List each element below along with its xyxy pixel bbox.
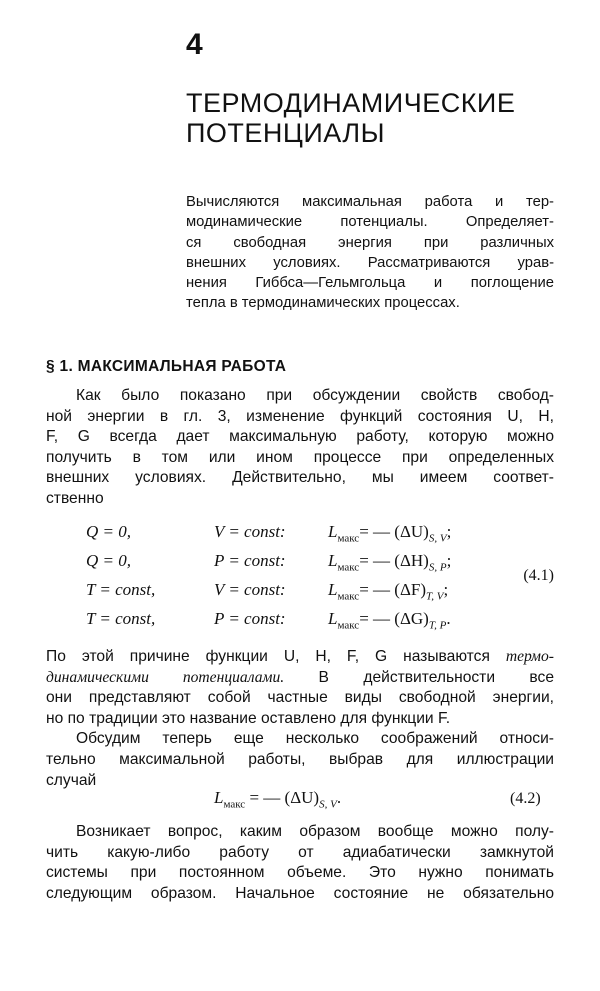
- eq-lhs-sub: макс: [223, 798, 246, 811]
- paragraph-1: [46, 386, 554, 510]
- eq-condition-1: Q = 0,: [86, 522, 131, 541]
- eq-condition-1: T = const,: [86, 609, 156, 628]
- line-emphasis: динамическими потенциалами.: [46, 668, 285, 686]
- line-text: но по традиции это название оставлено для функции F.: [46, 709, 451, 727]
- chapter-number: 4: [186, 28, 203, 61]
- eq-lhs: L: [328, 522, 338, 541]
- equation-4-2: [214, 788, 341, 810]
- eq-end: .: [446, 609, 451, 628]
- eq-rhs: = — (ΔU): [249, 788, 320, 807]
- paragraph-line: [46, 647, 554, 668]
- line-text: случай: [46, 771, 97, 789]
- eq-condition-1: Q = 0,: [86, 551, 131, 570]
- eq-lhs-sub: макс: [337, 590, 360, 603]
- eq-rhs: = — (ΔU): [359, 522, 429, 541]
- paragraph-line: ной энергии в гл. 3, изменение функций состояния U, H,: [46, 407, 554, 425]
- eq-condition-2: P = const:: [214, 609, 286, 628]
- eq-condition-2: V = const:: [214, 522, 286, 541]
- eq-condition-2: P = const:: [214, 551, 286, 570]
- line-text: они представляют собой частные виды свободной энергии,: [46, 689, 554, 707]
- eq-condition-2: V = const:: [214, 580, 286, 599]
- paragraph-line: внешних условиях. Действительно, мы имеем соответ-: [46, 469, 554, 487]
- paragraph-line: [46, 709, 554, 730]
- paragraph-line: [46, 668, 554, 689]
- eq-expression: [328, 551, 451, 573]
- eq-rhs-sub: S, P: [428, 561, 447, 574]
- eq-condition-1: T = const,: [86, 580, 156, 599]
- eq-lhs-sub: макс: [337, 561, 360, 574]
- eq-end: ;: [446, 551, 452, 570]
- eq-rhs: = — (ΔF): [359, 580, 426, 599]
- eq-lhs: L: [328, 580, 338, 599]
- line-emphasis: термо-: [505, 648, 554, 665]
- eq-lhs-sub: макс: [337, 532, 360, 545]
- paragraph-2: [46, 647, 554, 791]
- eq-expression: [328, 580, 448, 602]
- eq-rhs: = — (ΔH): [359, 551, 429, 570]
- chapter-abstract: [186, 192, 554, 314]
- paragraph-line: Как было показано при обсуждении свойств свобод-: [76, 387, 554, 404]
- chapter-title: [186, 88, 515, 148]
- paragraph-3: [46, 822, 554, 904]
- chapter-title-line: ТЕРМОДИНАМИЧЕСКИЕ: [186, 88, 516, 118]
- line-text: По этой причине функции U, H, F, G называются: [46, 648, 506, 665]
- eq-expression: [328, 522, 451, 544]
- equation-row: [86, 580, 554, 609]
- eq-end: ;: [446, 522, 452, 541]
- eq-lhs: L: [328, 609, 338, 628]
- eq-rhs-sub: S, V: [319, 798, 337, 811]
- eq-expression: [328, 609, 451, 631]
- abstract-line: Вычисляются максимальная работа и тер-: [186, 194, 554, 210]
- equation-row: [86, 609, 554, 638]
- line-text: В действительности все: [284, 668, 554, 686]
- paragraph-line: Возникает вопрос, каким образом вообще можно полу-: [76, 823, 554, 840]
- eq-rhs: = — (ΔG): [359, 609, 429, 628]
- abstract-line: тепла в термодинамических процессах.: [186, 295, 460, 312]
- equation-block-4-1: [86, 522, 554, 638]
- paragraph-line: F, G всегда дает максимальную работу, которую можно: [46, 428, 554, 446]
- paragraph-line: [46, 729, 554, 750]
- abstract-line: модинамические потенциалы. Определяет-: [186, 214, 554, 231]
- eq-lhs-sub: макс: [337, 619, 360, 632]
- equation-number-4-2: (4.2): [510, 790, 541, 807]
- abstract-line: внешних условиях. Рассматриваются урав-: [186, 254, 554, 271]
- equation-row: [86, 551, 554, 580]
- section-heading: § 1. МАКСИМАЛЬНАЯ РАБОТА: [46, 358, 287, 375]
- line-text: тельно максимальной работы, выбрав для иллюстрации: [46, 750, 554, 768]
- abstract-line: ся свободная энергия при различных: [186, 234, 554, 251]
- eq-lhs: L: [328, 551, 338, 570]
- paragraph-line: чить какую-либо работу от адиабатически замкнутой: [46, 843, 554, 861]
- paragraph-line: получить в том или ином процессе при определенных: [46, 448, 554, 466]
- equation-row: [86, 522, 554, 551]
- eq-rhs-sub: T, V: [426, 590, 444, 603]
- eq-lhs: L: [214, 788, 224, 807]
- abstract-line: нения Гиббса—Гельмгольца и поглощение: [186, 275, 554, 292]
- paragraph-line: ственно: [46, 489, 104, 507]
- equation-number-4-1: (4.1): [523, 567, 554, 584]
- paragraph-line: следующим образом. Начальное состояние не обязательно: [46, 884, 554, 902]
- eq-rhs-sub: S, V: [428, 532, 447, 545]
- eq-rhs-sub: T, P: [428, 619, 447, 632]
- paragraph-line: [46, 688, 554, 709]
- paragraph-line: системы при постоянном объеме. Это нужно понимать: [46, 864, 554, 882]
- line-text: Обсудим теперь еще несколько соображений относи-: [76, 730, 554, 748]
- paragraph-line: [46, 750, 554, 771]
- chapter-title-line: ПОТЕНЦИАЛЫ: [186, 118, 386, 148]
- eq-end: .: [336, 788, 342, 807]
- eq-end: ;: [443, 580, 449, 599]
